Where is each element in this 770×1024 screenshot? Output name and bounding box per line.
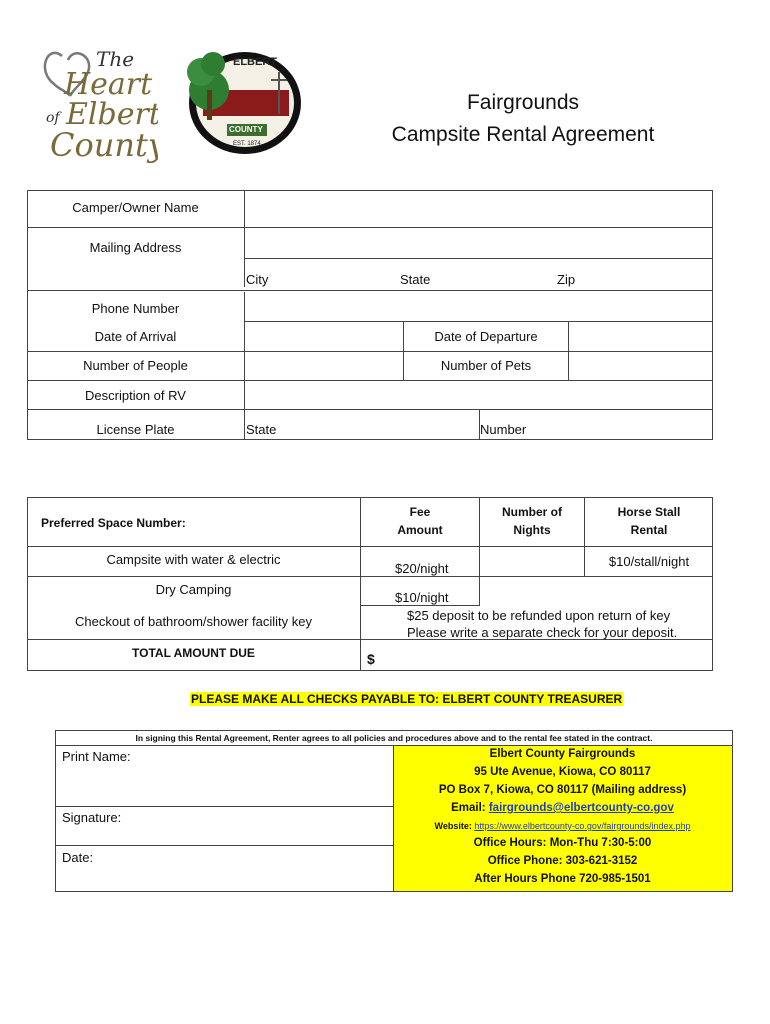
title-line1: Fairgrounds (466, 91, 580, 114)
heart-logo (40, 42, 158, 164)
dry-camping-label: Dry Camping (155, 582, 232, 597)
nights-header-l1: Number of (502, 505, 562, 519)
city-label: City (246, 272, 269, 287)
seal-top-text: ELBERT (233, 56, 277, 68)
plate-state-label: State (246, 422, 277, 437)
payable-note: PLEASE MAKE ALL CHECKS PAYABLE TO: ELBERT COUNTY TREASURER (191, 692, 623, 706)
num-people-field[interactable] (245, 352, 402, 380)
total-dollar-sign: $ (367, 651, 375, 667)
license-plate-label: License Plate (96, 422, 175, 437)
website-link[interactable]: https://www.elbertcounty-co.gov/fairgrounds/index.php (474, 821, 691, 831)
title-line2: Campsite Rental Agreement (391, 123, 655, 146)
num-pets-field[interactable] (569, 352, 712, 380)
dry-fee: $10/night (395, 590, 449, 605)
email-label: Email: (451, 802, 486, 814)
deposit-note-l1: $25 deposit to be refunded upon return of key (407, 608, 671, 623)
signature-label: Signature: (62, 810, 122, 825)
plate-number-field[interactable] (527, 410, 712, 439)
state-label: State (400, 272, 431, 287)
svg-text:of: of (46, 110, 60, 126)
campsite-nights-field[interactable] (480, 547, 584, 576)
svg-text:County: County (50, 126, 158, 164)
checkout-key-label: Checkout of bathroom/shower facility key (75, 614, 312, 629)
contact-after-hours: After Hours Phone 720-985-1501 (474, 873, 651, 885)
campsite-fee: $20/night (395, 561, 449, 576)
campsite-water-label: Campsite with water & electric (106, 552, 281, 567)
total-due-label: TOTAL AMOUNT DUE (132, 646, 255, 660)
rv-description-label: Description of RV (85, 388, 186, 403)
print-name-field[interactable] (140, 747, 392, 805)
elbert-county-seal (183, 50, 303, 156)
contact-po-box: PO Box 7, Kiowa, CO 80117 (Mailing address) (438, 784, 687, 796)
seal-est-text: EST. 1874 (233, 141, 261, 147)
fee-amount-header-l1: Fee (409, 505, 431, 519)
num-pets-label: Number of Pets (440, 358, 532, 373)
contact-email-row (393, 802, 732, 814)
svg-text:Elbert: Elbert (66, 97, 158, 132)
departure-field[interactable] (569, 322, 712, 351)
phone-label: Phone Number (91, 301, 180, 316)
total-amount-field[interactable] (383, 640, 712, 670)
svg-text:Heart: Heart (64, 67, 153, 102)
horse-fee: $10/stall/night (608, 554, 690, 569)
plate-state-field[interactable] (271, 410, 478, 439)
website-label: Website: (434, 821, 472, 831)
mailing-address-label: Mailing Address (89, 240, 182, 255)
preferred-space-label: Preferred Space Number: (41, 516, 186, 530)
agreement-text: In signing this Rental Agreement, Renter agrees to all policies and procedures above and to the rental fee stated in the contract. (135, 733, 653, 743)
fees-table (27, 497, 713, 671)
plate-number-label: Number (480, 422, 527, 437)
zip-label: Zip (557, 272, 576, 287)
camper-name-field[interactable] (245, 191, 712, 226)
city-state-zip-field[interactable] (245, 259, 712, 290)
camper-name-label: Camper/Owner Name (72, 200, 199, 215)
seal-band-text: COUNTY (229, 125, 263, 134)
rv-description-field[interactable] (245, 381, 712, 409)
horse-header-l1: Horse Stall (617, 505, 681, 519)
num-people-label: Number of People (83, 358, 188, 373)
date-field[interactable] (110, 847, 392, 891)
phone-field[interactable] (245, 291, 712, 321)
signature-field[interactable] (140, 808, 392, 844)
nights-header-l2: Nights (513, 523, 551, 537)
date-label: Date: (62, 850, 94, 865)
departure-label: Date of Departure (434, 329, 538, 344)
contact-website-row (393, 821, 732, 831)
contact-org: Elbert County Fairgrounds (489, 748, 636, 760)
contact-hours: Office Hours: Mon-Thu 7:30-5:00 (473, 837, 652, 849)
arrival-field[interactable] (245, 322, 402, 351)
arrival-label: Date of Arrival (94, 329, 177, 344)
deposit-note-l2: Please write a separate check for your deposit. (407, 625, 678, 640)
print-name-label: Print Name: (62, 749, 131, 764)
email-link[interactable]: fairgrounds@elbertcounty-co.gov (488, 802, 674, 814)
contact-phone: Office Phone: 303-621-3152 (487, 855, 638, 867)
camper-info-form (27, 190, 713, 440)
mailing-address-field[interactable] (245, 228, 712, 258)
fee-amount-header-l2: Amount (397, 523, 443, 537)
horse-header-l2: Rental (630, 523, 668, 537)
dry-nights-field[interactable] (480, 577, 584, 605)
contact-address: 95 Ute Avenue, Kiowa, CO 80117 (474, 766, 651, 778)
svg-text:The: The (96, 47, 135, 71)
